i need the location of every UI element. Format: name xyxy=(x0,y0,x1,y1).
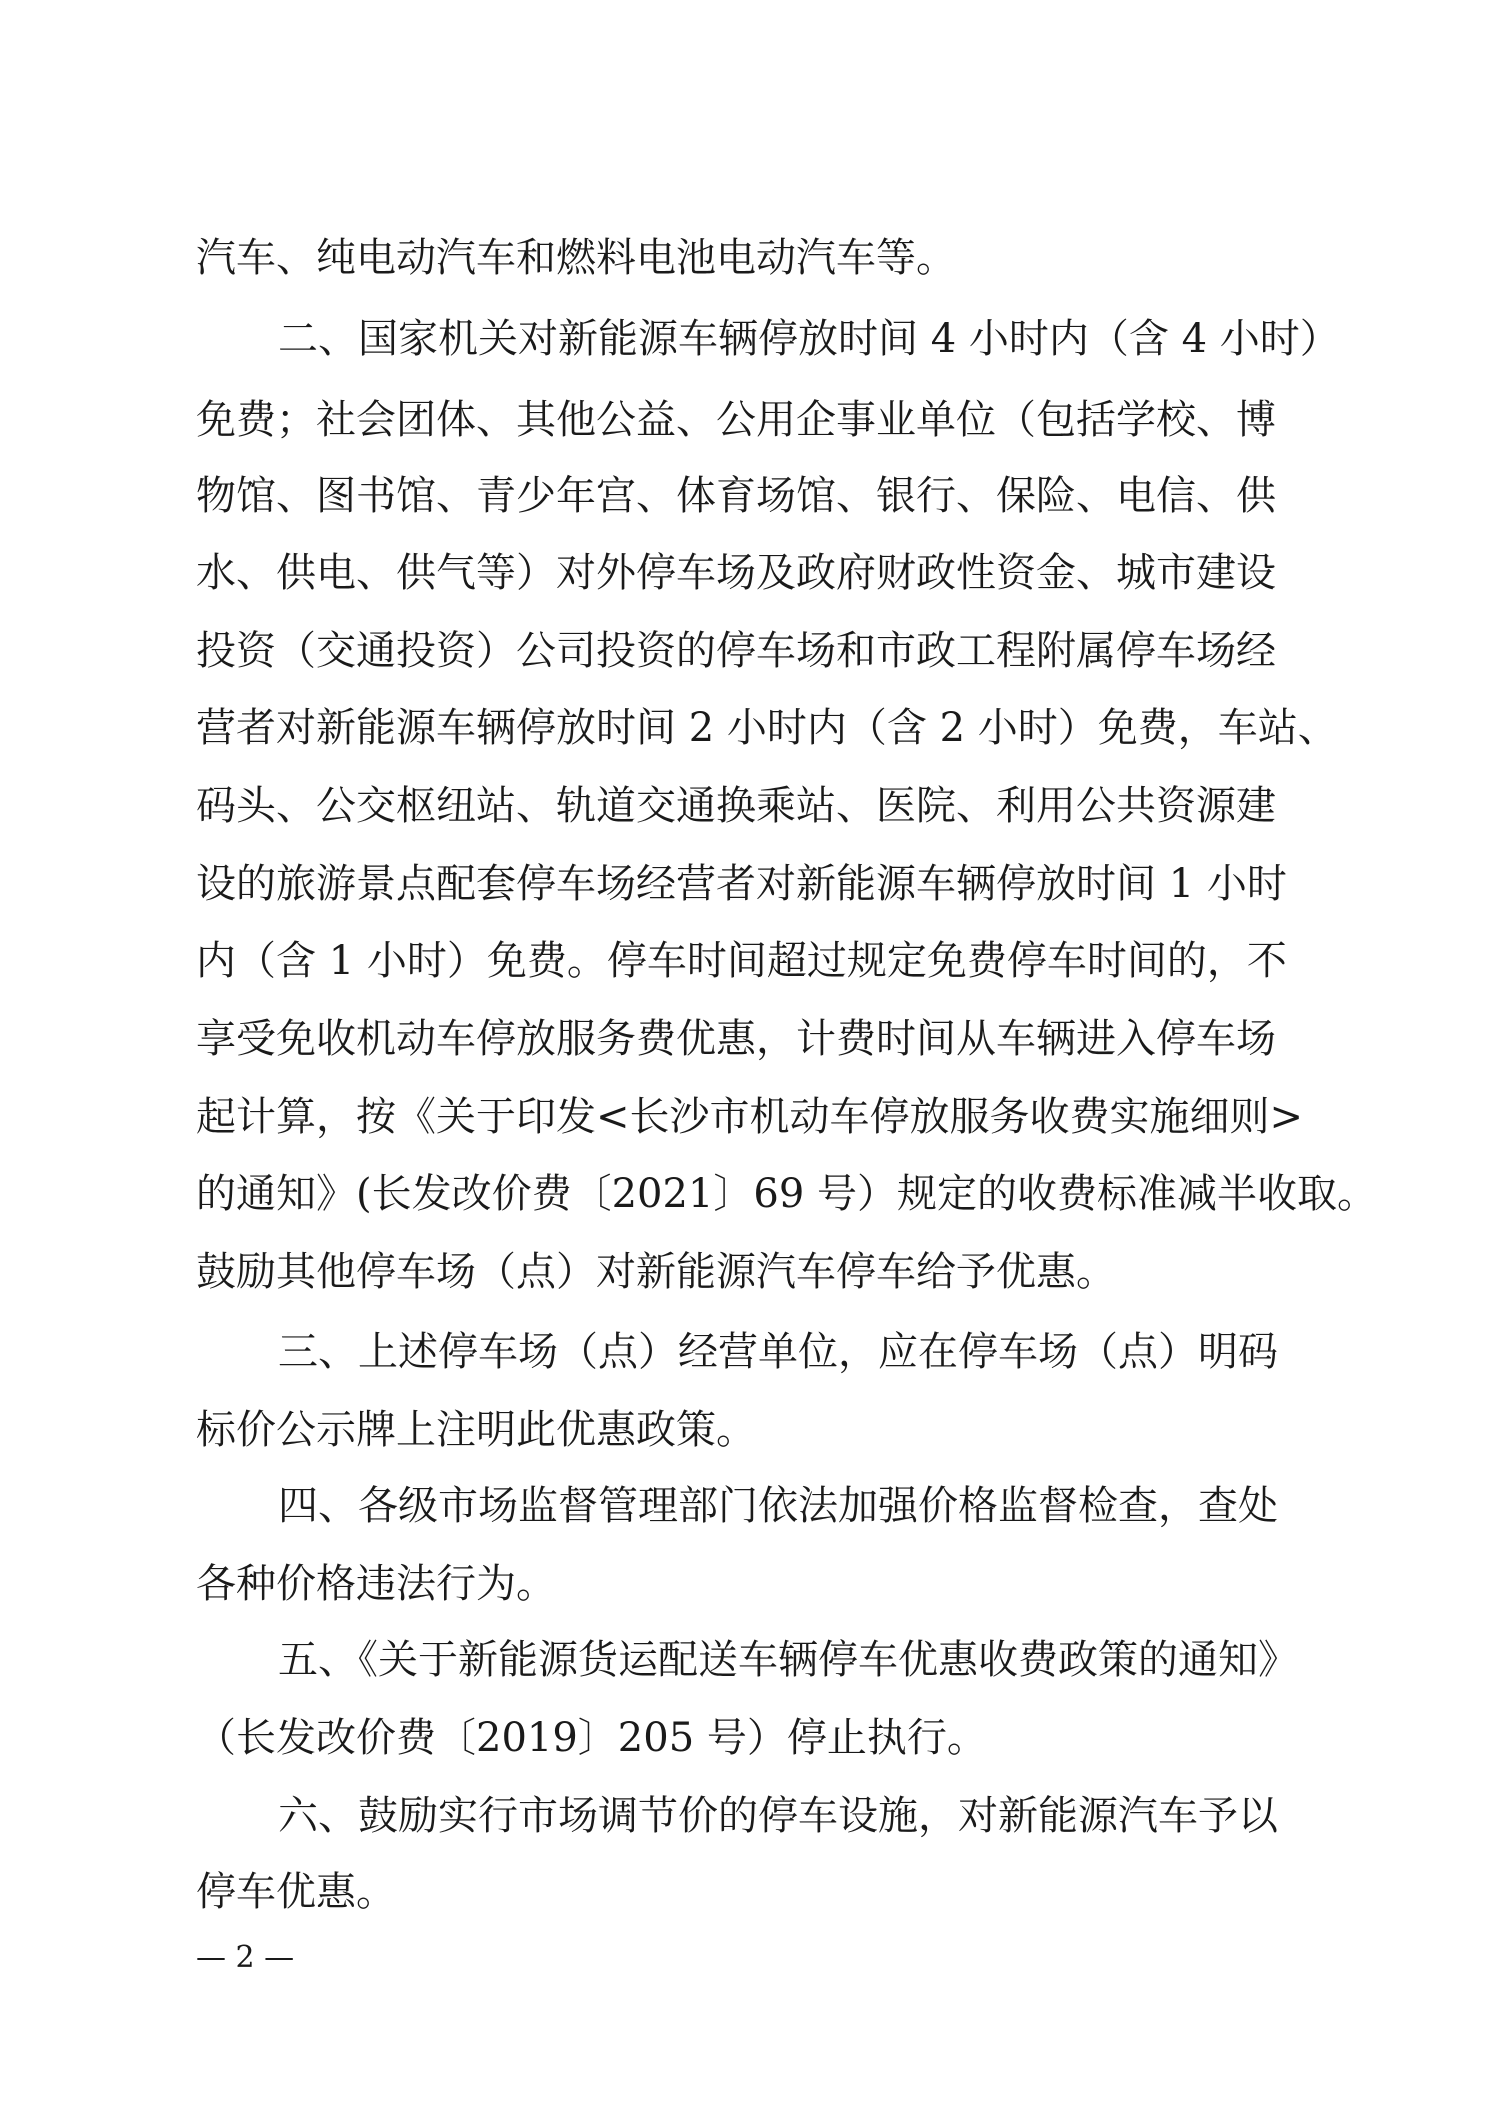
text-line: 五、《关于新能源货运配送车辆停车优惠收费政策的通知》 xyxy=(278,1637,1298,1683)
text-line: 码头、公交枢纽站、轨道交通换乘站、医院、利用公共资源建 xyxy=(196,783,1276,829)
text-line: 三、上述停车场（点）经营单位，应在停车场（点）明码 xyxy=(278,1329,1278,1375)
text-line: 四、各级市场监督管理部门依法加强价格监督检查，查处 xyxy=(278,1483,1278,1529)
text-line: 二、国家机关对新能源车辆停放时间 4 小时内（含 4 小时） xyxy=(278,316,1340,362)
text-line: 停车优惠。 xyxy=(196,1869,396,1915)
text-line: 免费；社会团体、其他公益、公用企事业单位（包括学校、博 xyxy=(196,397,1276,443)
text-line: 汽车、纯电动汽车和燃料电池电动汽车等。 xyxy=(196,235,956,281)
text-line: 内（含 1 小时）免费。停车时间超过规定免费停车时间的，不 xyxy=(196,938,1287,984)
text-line: 的通知》(长发改价费〔2021〕69 号）规定的收费标准减半收取。 xyxy=(196,1171,1378,1217)
text-line: 六、鼓励实行市场调节价的停车设施，对新能源汽车予以 xyxy=(278,1793,1278,1839)
text-line: 标价公示牌上注明此优惠政策。 xyxy=(196,1407,756,1453)
text-line: （长发改价费〔2019〕205 号）停止执行。 xyxy=(196,1715,987,1761)
text-line: 水、供电、供气等）对外停车场及政府财政性资金、城市建设 xyxy=(196,550,1276,596)
text-line: 享受免收机动车停放服务费优惠，计费时间从车辆进入停车场 xyxy=(196,1016,1276,1062)
text-line: 鼓励其他停车场（点）对新能源汽车停车给予优惠。 xyxy=(196,1249,1116,1295)
text-line: 投资（交通投资）公司投资的停车场和市政工程附属停车场经 xyxy=(196,628,1276,674)
text-line: 起计算，按《关于印发<长沙市机动车停放服务收费实施细则> xyxy=(196,1094,1304,1140)
page-number: — 2 — xyxy=(196,1940,295,1975)
text-line: 营者对新能源车辆停放时间 2 小时内（含 2 小时）免费，车站、 xyxy=(196,705,1338,751)
text-line: 物馆、图书馆、青少年宫、体育场馆、银行、保险、电信、供 xyxy=(196,473,1276,519)
text-line: 设的旅游景点配套停车场经营者对新能源车辆停放时间 1 小时 xyxy=(196,861,1287,907)
text-line: 各种价格违法行为。 xyxy=(196,1561,556,1607)
